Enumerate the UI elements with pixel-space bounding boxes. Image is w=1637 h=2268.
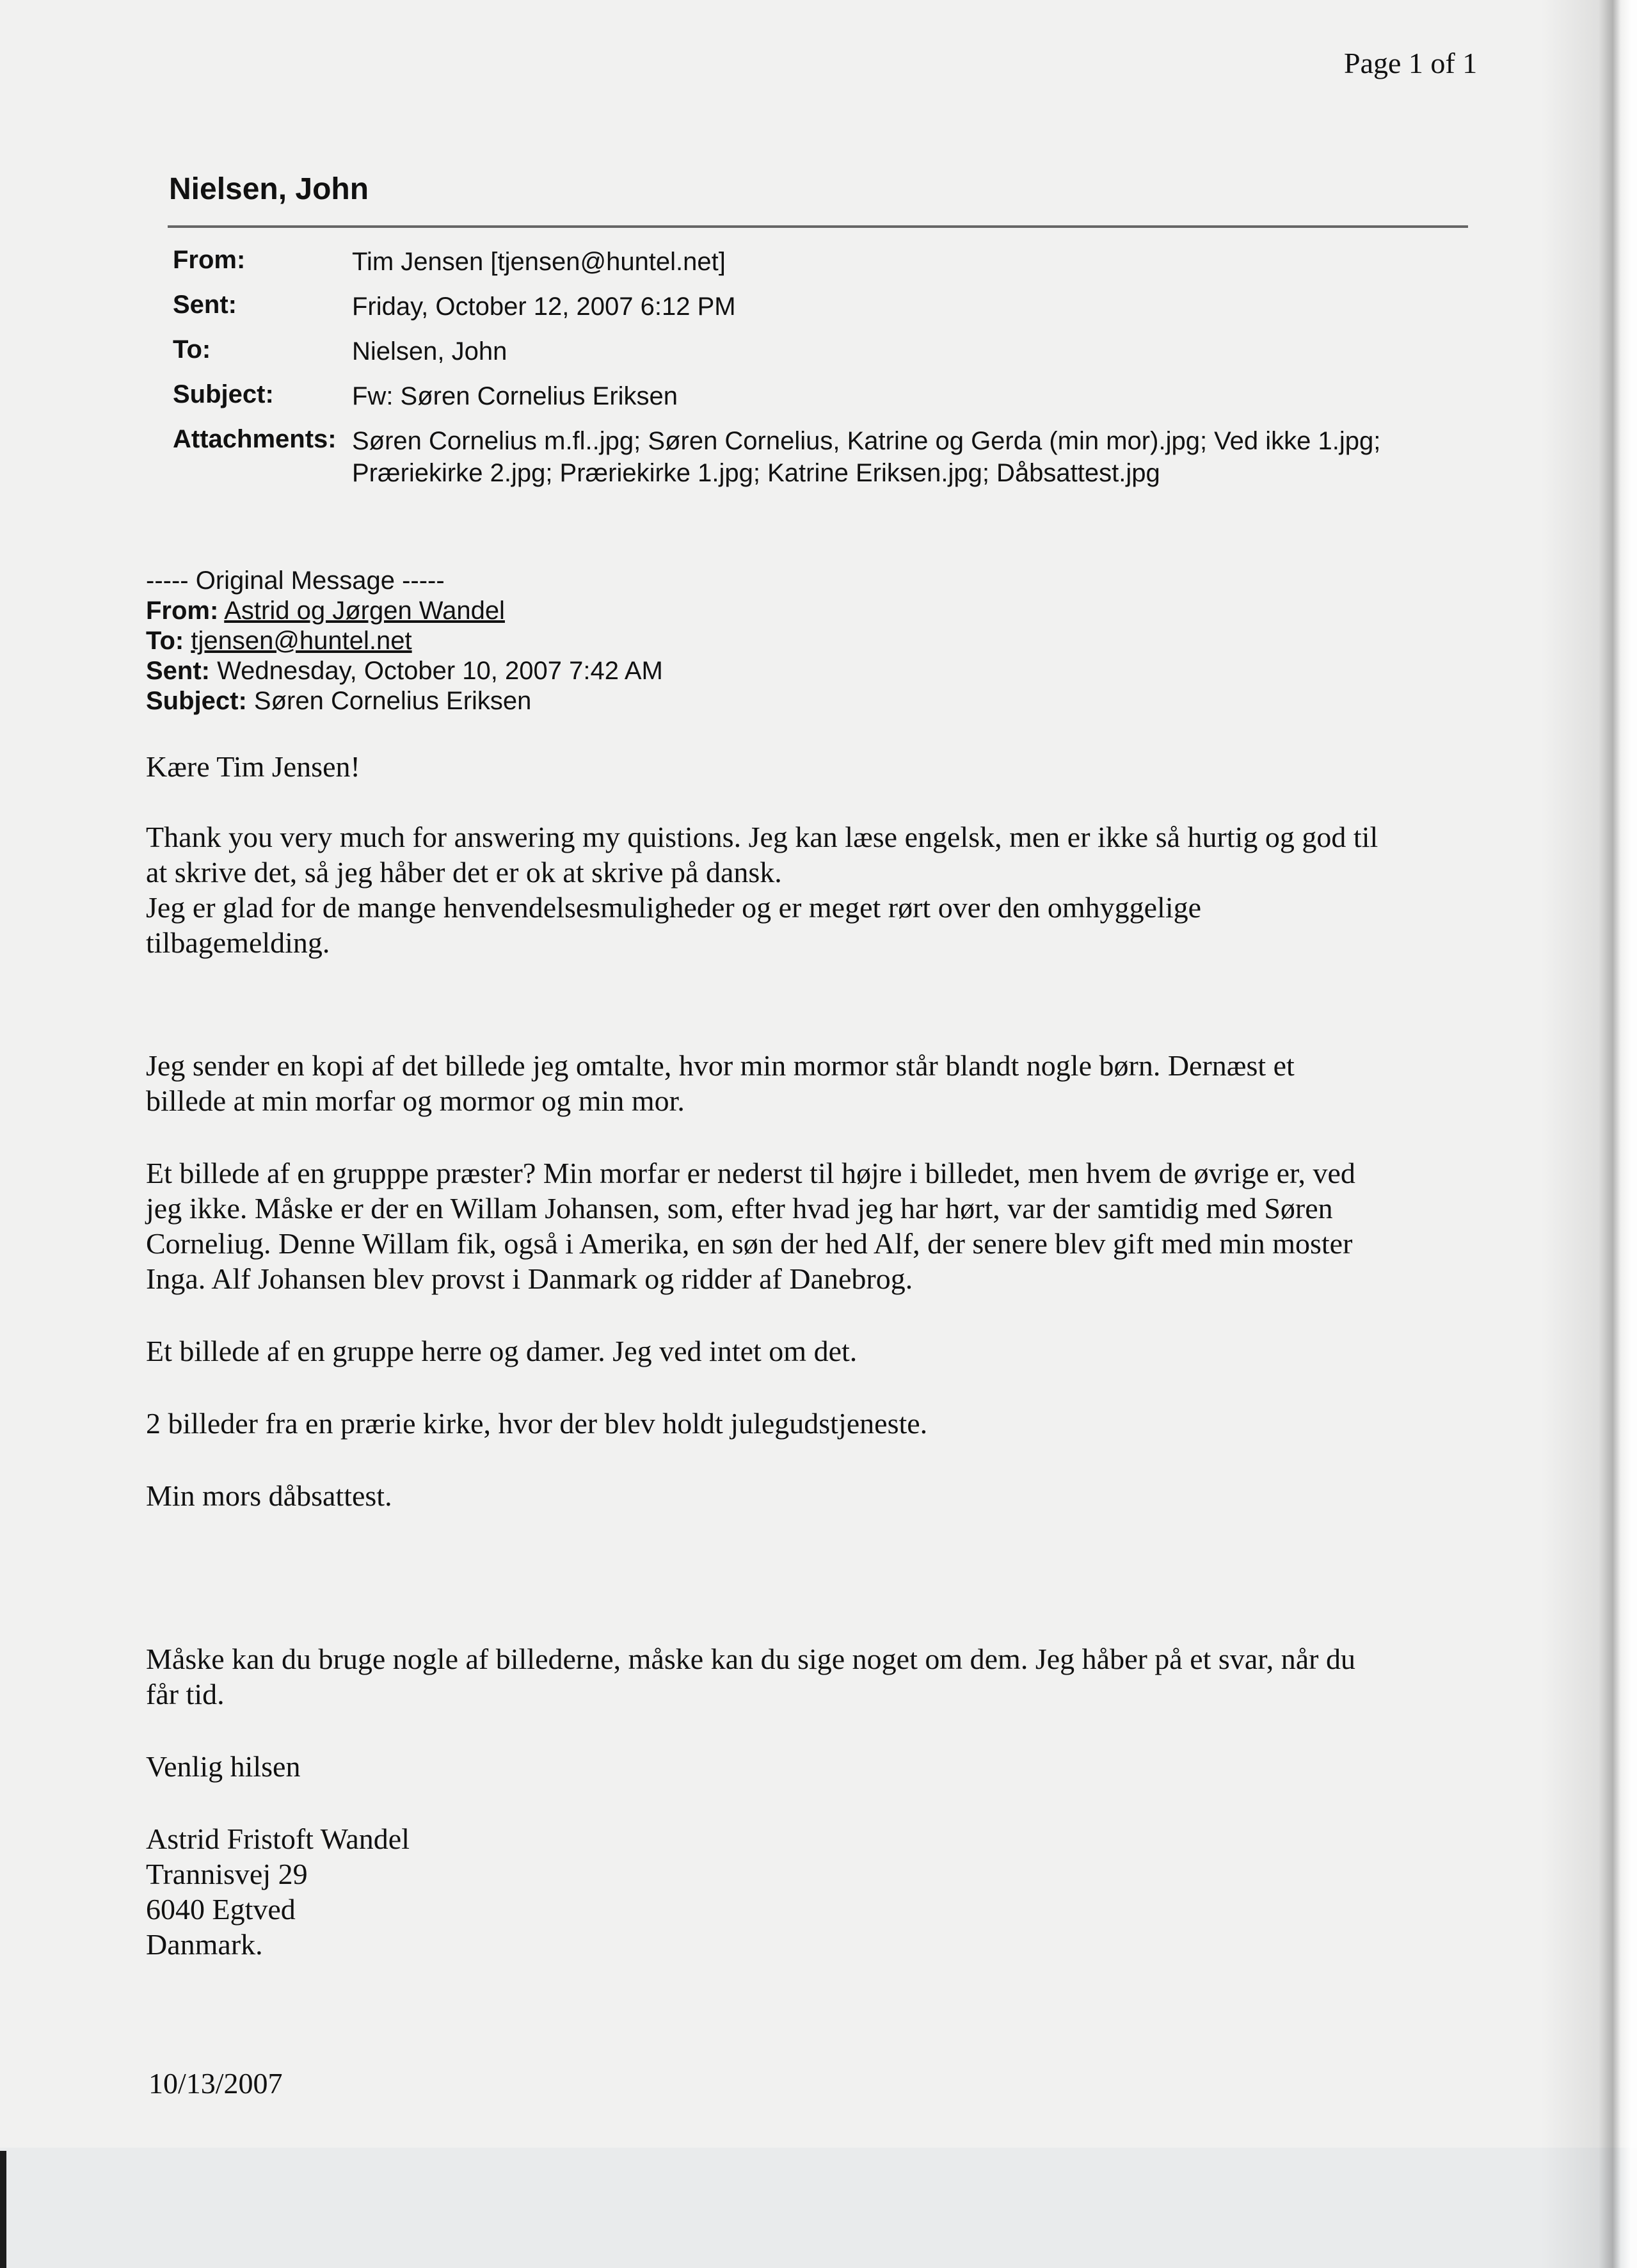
paragraph-3: Et billede af en grupppe præster? Min morfar er nederst til højre i billedet, men hvem de øvrige er, ved jeg ikke. Måske er der en Willam Johansen, som, efter hvad jeg har hørt, var der samtidig med Søren Corneliug. Denne Willam fik, også i Amerika, en søn der hed Alf, der senere blev gift med min moster Inga. Alf Johansen blev provst i Danmark og ridder af Danebrog.: [146, 1157, 1355, 1295]
header-to-row: [173, 335, 1485, 380]
original-from-row: [146, 596, 663, 626]
to-value: Nielsen, John: [352, 337, 507, 366]
header-rule: [168, 225, 1468, 228]
closing: Venlig hilsen: [146, 1750, 301, 1783]
subject-value: Fw: Søren Cornelius Eriksen: [352, 382, 678, 410]
original-from-link[interactable]: Astrid og Jørgen Wandel: [224, 597, 505, 625]
header-from-row: [173, 246, 1485, 291]
signature-city: 6040 Egtved: [146, 1893, 296, 1926]
paragraph-2: Jeg sender en kopi af det billede jeg omtalte, hvor min mormor står blandt nogle børn. Dernæst et billede at min morfar og mormor og min mor.: [146, 1049, 1295, 1117]
paragraph-7: Måske kan du bruge nogle af billederne, måske kan du sige noget om dem. Jeg håber på et svar, når du får tid.: [146, 1643, 1355, 1710]
paragraph-5: 2 billeder fra en prærie kirke, hvor der blev holdt julegudstjeneste.: [146, 1407, 928, 1440]
footer-date: 10/13/2007: [148, 2067, 283, 2100]
attachments-line-1: Søren Cornelius m.fl..jpg; Søren Cornelius, Katrine og Gerda (min mor).jpg; Ved ikke 1.jpg;: [352, 427, 1381, 455]
original-sent-value: Wednesday, October 10, 2007 7:42 AM: [217, 657, 663, 685]
message-body: [146, 749, 1496, 1962]
email-header: [173, 246, 1485, 495]
signature: [146, 1821, 1496, 1962]
subject-label: Subject:: [173, 380, 274, 408]
original-subject-value: Søren Cornelius Eriksen: [253, 687, 532, 715]
original-subject-label: Subject:: [146, 687, 247, 715]
paragraph-6: Min mors dåbsattest.: [146, 1479, 392, 1512]
scanner-edge-mark: [0, 2151, 6, 2268]
from-value: Tim Jensen [tjensen@huntel.net]: [352, 248, 726, 276]
page-edge-shadow: [1541, 0, 1637, 2268]
header-attachments-row: [173, 425, 1485, 495]
original-sent-row: [146, 656, 663, 686]
attachments-line-2: Præriekirke 2.jpg; Præriekirke 1.jpg; Katrine Eriksen.jpg; Dåbsattest.jpg: [352, 459, 1160, 487]
original-from-label: From:: [146, 597, 219, 625]
original-message-divider: ----- Original Message -----: [146, 567, 445, 595]
original-to-row: [146, 626, 663, 656]
original-sent-label: Sent:: [146, 657, 210, 685]
attachments-label: Attachments:: [173, 425, 337, 453]
header-sent-row: [173, 291, 1485, 335]
original-to-link[interactable]: tjensen@huntel.net: [191, 627, 412, 655]
signature-street: Trannisvej 29: [146, 1858, 308, 1890]
from-label: From:: [173, 246, 246, 274]
paragraph-4: Et billede af en gruppe herre og damer. Jeg ved intet om det.: [146, 1335, 858, 1367]
attachments-value: [352, 425, 1478, 489]
to-label: To:: [173, 335, 211, 364]
sent-label: Sent:: [173, 291, 237, 319]
contact-name: Nielsen, John: [169, 172, 369, 206]
greeting: Kære Tim Jensen!: [146, 750, 360, 783]
sent-value: Friday, October 12, 2007 6:12 PM: [352, 293, 736, 321]
signature-country: Danmark.: [146, 1928, 263, 1961]
paragraph-1: Thank you very much for answering my quistions. Jeg kan læse engelsk, men er ikke så hurtig og god til at skrive det, så jeg håber det er ok at skrive på dansk. Jeg er glad for de mange henvendelsesmuligheder og er meget rørt over den omhyggelige tilbagemelding.: [146, 821, 1378, 959]
scanner-bed-margin: [0, 2148, 1637, 2268]
page-number: Page 1 of 1: [1344, 47, 1478, 79]
original-message-header: [146, 566, 663, 716]
signature-name: Astrid Fristoft Wandel: [146, 1822, 410, 1855]
original-subject-row: [146, 686, 663, 716]
header-subject-row: [173, 380, 1485, 425]
original-to-label: To:: [146, 627, 184, 655]
